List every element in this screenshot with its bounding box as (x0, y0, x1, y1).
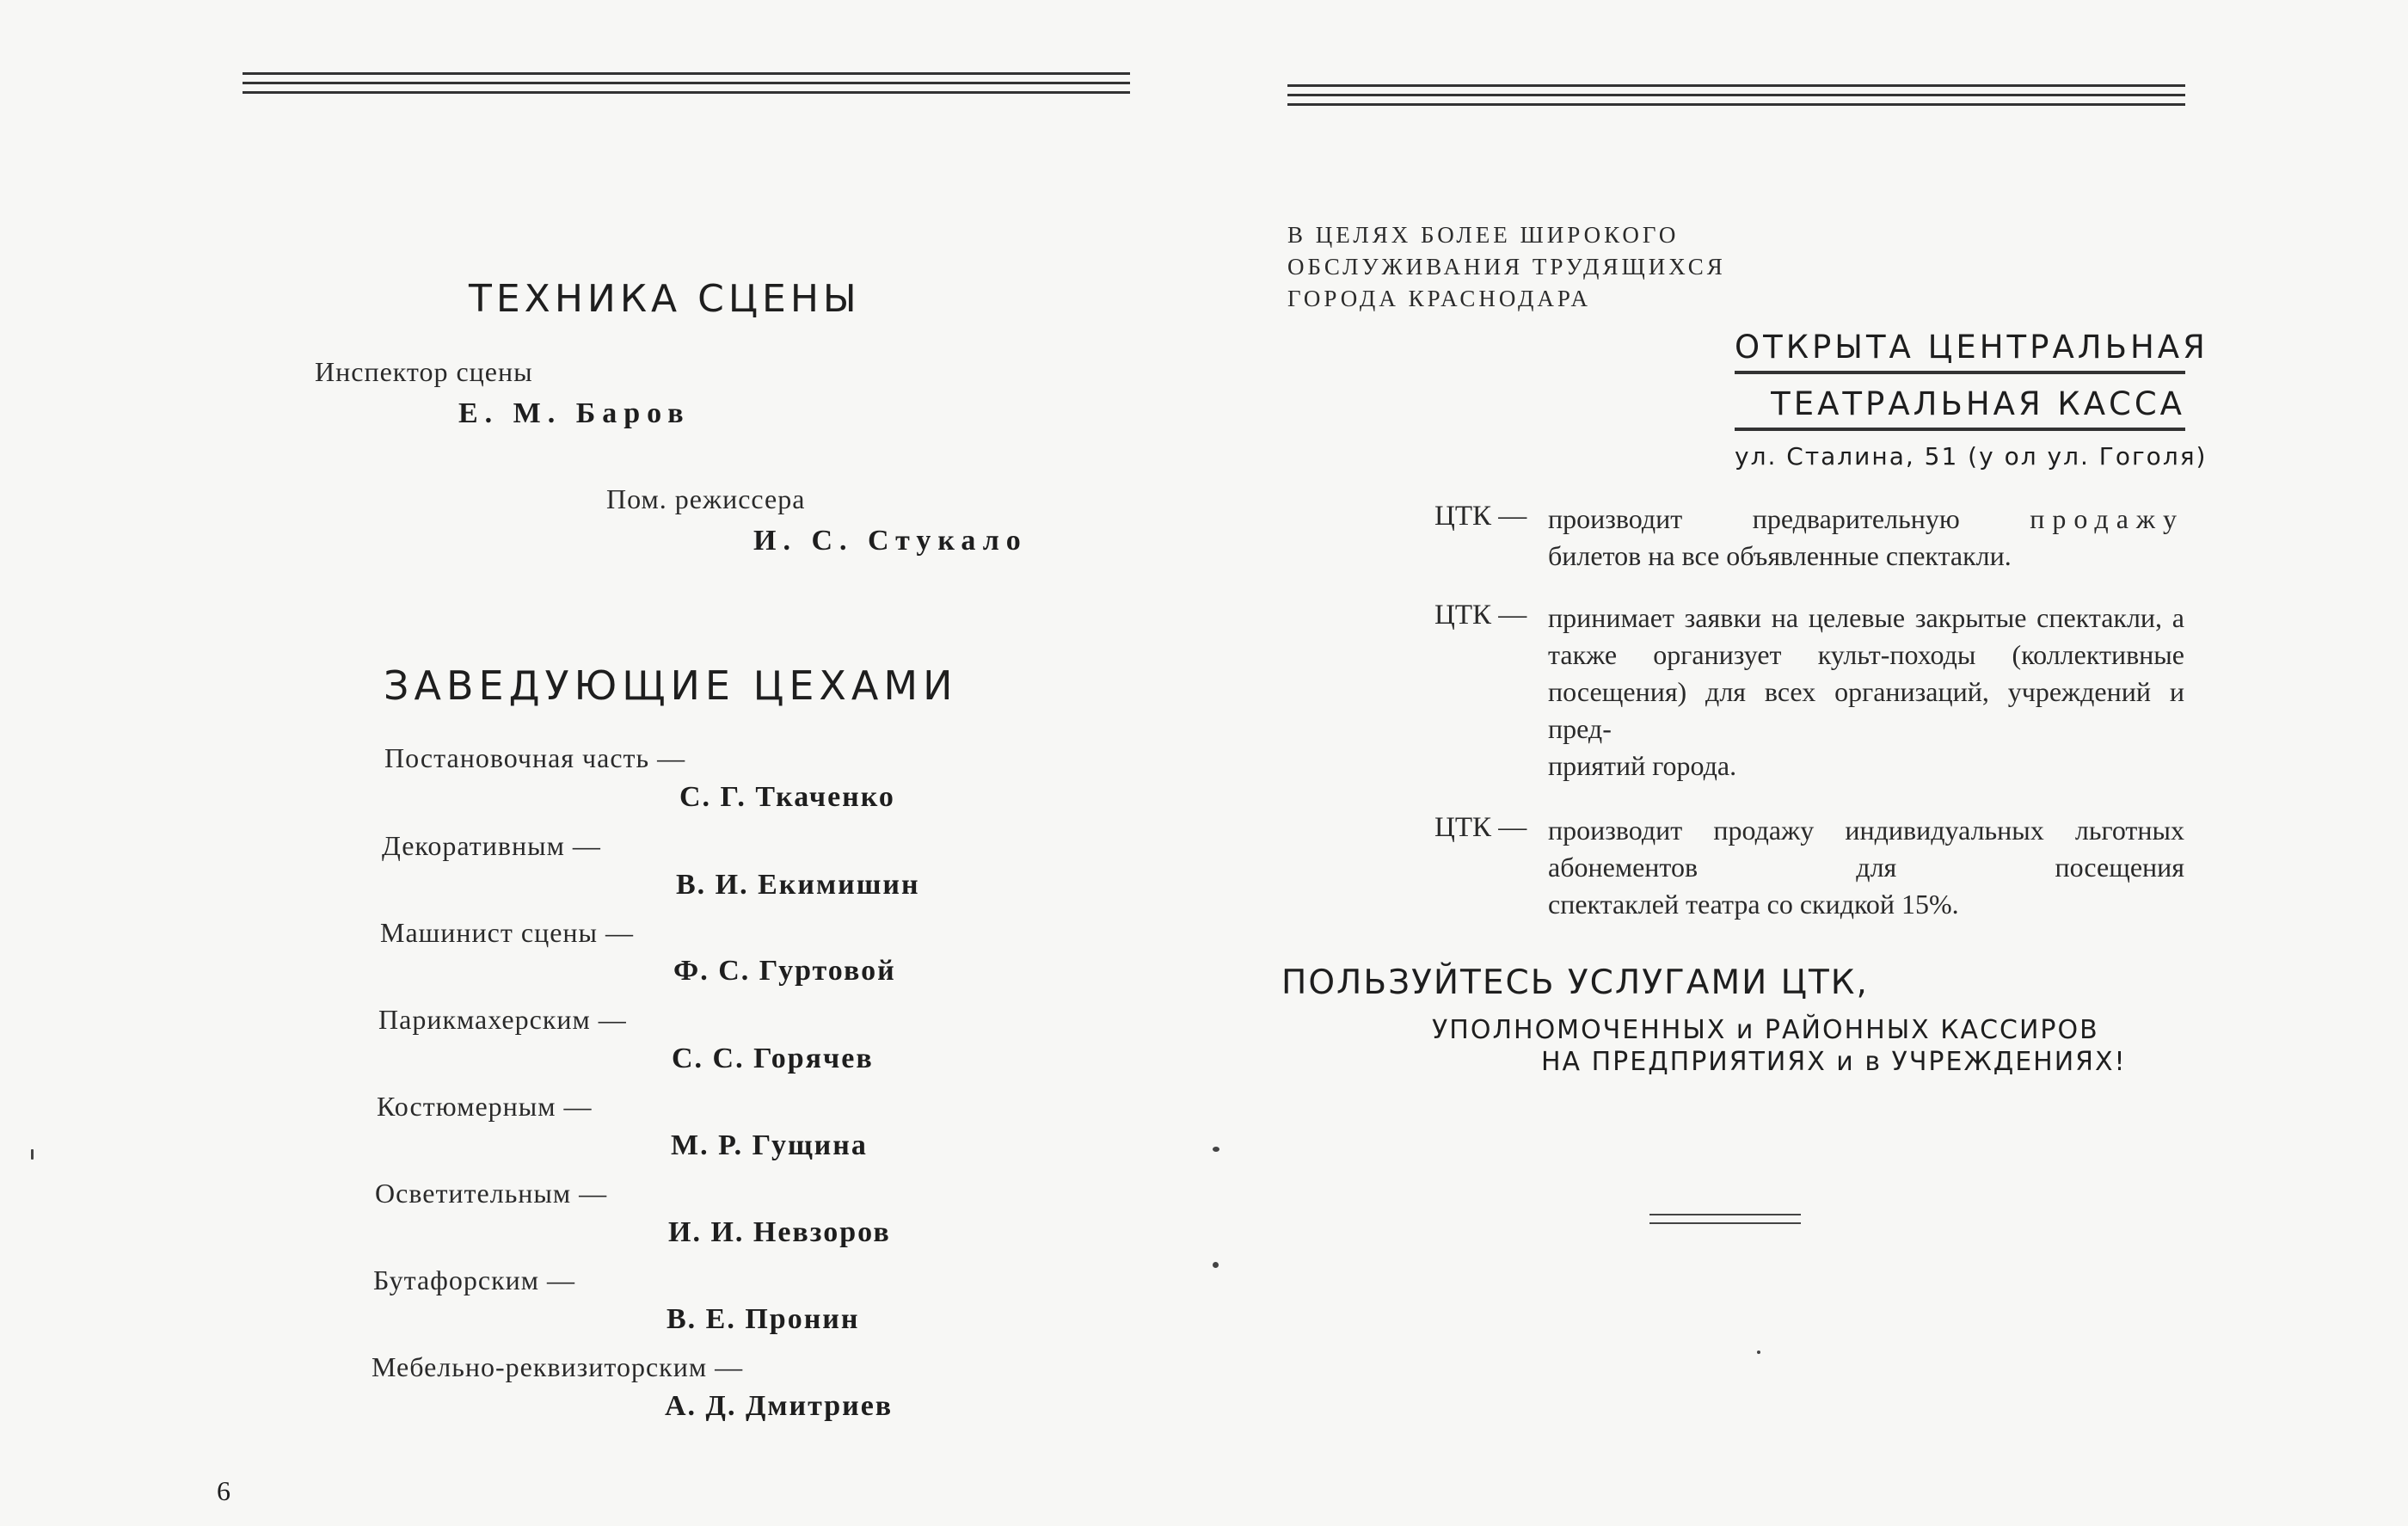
name-assistant-director: И. С. Стукало (753, 525, 1028, 557)
role-lighting: Осветительным — (375, 1178, 608, 1209)
slogan-line-2: УПОЛНОМОЧЕННЫХ и РАЙОННЫХ КАССИРОВ (1432, 1015, 2099, 1045)
ctk-label-1: ЦТК — (1434, 501, 1527, 532)
name-furniture-props: А. Д. Дмитриев (665, 1390, 894, 1422)
name-production: С. Г. Ткаченко (679, 781, 895, 813)
role-stage-machinist: Машинист сцены — (380, 917, 635, 948)
role-production: Постановочная часть — (384, 742, 686, 773)
name-props: В. Е. Пронин (666, 1303, 860, 1335)
left-top-rules (243, 72, 1130, 101)
ctk-text-1-last: билетов на все объявленные спектакли. (1548, 540, 2012, 571)
heading-central-office: ОТКРЫТА ЦЕНТРАЛЬНАЯ (1735, 329, 2185, 374)
name-lighting: И. И. Невзоров (668, 1216, 891, 1248)
scan-speck (31, 1149, 34, 1160)
role-decorative: Декоративным — (382, 830, 601, 861)
ctk-text-2 (1548, 600, 2184, 785)
slogan-line-3: НА ПРЕДПРИЯТИЯХ и в УЧРЕЖДЕНИЯХ! (1541, 1047, 2127, 1077)
ctk-text-3-last: спектаклей театра со скидкой 15%. (1548, 889, 1959, 920)
role-costume: Костюмерным — (377, 1091, 593, 1122)
ctk-label-2: ЦТК — (1434, 600, 1527, 631)
ctk-text-3 (1548, 812, 2184, 923)
role-props: Бутафорским — (373, 1264, 576, 1295)
ctk-label-3: ЦТК — (1434, 812, 1527, 843)
ctk-text-3-main: производит продажу индивидуальных льготных абонементов для посещения (1548, 815, 2184, 883)
role-assistant-director: Пом. режиссера (606, 483, 806, 514)
ctk-text-2-main: принимает заявки на целевые закрытые спектакли, а также организует культ-походы (коллективные посещения) для всех организаций, учреждений и пред- (1548, 602, 2184, 744)
slogan-line-1: ПОЛЬЗУЙТЕСЬ УСЛУГАМИ ЦТК, (1281, 963, 1869, 1002)
right-top-rules (1287, 84, 2185, 113)
name-hairdressing: С. С. Горячев (672, 1043, 874, 1074)
ctk-text-1-spaced: продажу (2030, 503, 2184, 534)
ctk-text-1 (1548, 501, 2184, 575)
box-office-address: ул. Сталина, 51 (у ол ул. Гоголя) (1735, 442, 2208, 471)
section-title-workshop-heads: ЗАВЕДУЮЩИЕ ЦЕХАМИ (384, 662, 958, 709)
name-decorative: В. И. Екимишин (676, 869, 920, 901)
scan-speck (1213, 1262, 1219, 1268)
intro-line-2: ОБСЛУЖИВАНИЯ ТРУДЯЩИХСЯ (1287, 254, 1726, 280)
name-costume: М. Р. Гущина (671, 1129, 868, 1161)
ctk-text-1-main: производит предварительную (1548, 503, 1960, 534)
name-stage-inspector: Е. М. Баров (458, 397, 691, 429)
heading-theatre-box-office: ТЕАТРАЛЬНАЯ КАССА (1735, 385, 2185, 431)
scan-speck (1757, 1351, 1760, 1354)
ctk-text-2-last: приятий города. (1548, 750, 1737, 781)
scan-speck (1213, 1147, 1219, 1152)
name-stage-machinist: Ф. С. Гуртовой (673, 955, 896, 987)
page-number: 6 (217, 1475, 230, 1506)
intro-line-1: В ЦЕЛЯХ БОЛЕЕ ШИРОКОГО (1287, 222, 1680, 248)
section-title-stage-tech: ТЕХНИКА СЦЕНЫ (469, 277, 861, 321)
role-hairdressing: Парикмахерским — (378, 1004, 627, 1035)
intro-line-3: ГОРОДА КРАСНОДАРА (1287, 286, 1591, 311)
role-furniture-props: Мебельно-реквизиторским — (372, 1351, 744, 1382)
role-stage-inspector: Инспектор сцены (315, 356, 533, 387)
bottom-ornament-rules (1649, 1214, 1801, 1231)
